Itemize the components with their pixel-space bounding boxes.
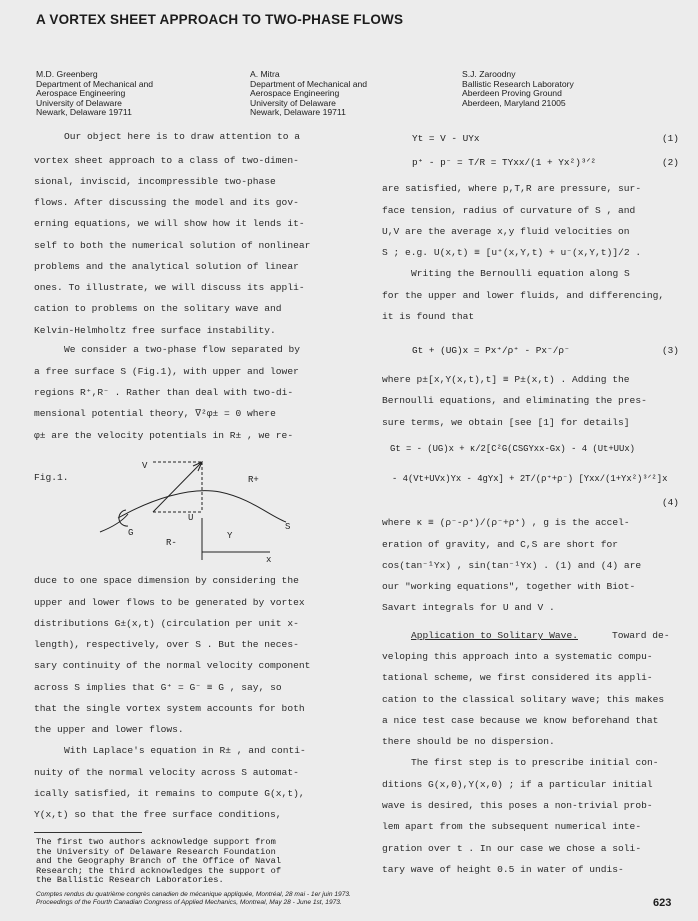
author-affiliation: University of Delaware bbox=[250, 97, 336, 108]
equation-4a: Gt = - (UG)x + κ/2[C²G(CSGYxx-Gx) - 4 (Ut+UUx) bbox=[390, 444, 635, 454]
body-line: Bernoulli equations, and eliminating the pres- bbox=[382, 395, 647, 406]
body-line: Kelvin-Helmholtz free surface instability. bbox=[34, 325, 276, 336]
body-line: S ; e.g. U(x,t) ≡ [u⁺(x,Y,t) + u⁻(x,Y,t)]/2 . bbox=[382, 247, 642, 258]
body-line: problems and the analytical solution of linear bbox=[34, 261, 299, 272]
body-line: Savart integrals for U and V . bbox=[382, 602, 555, 613]
body-line: wave is desired, this poses a non-trivial prob- bbox=[382, 800, 653, 811]
author-affiliation: Aberdeen Proving Ground bbox=[462, 88, 562, 99]
author-affiliation: Newark, Delaware 19711 bbox=[250, 107, 346, 118]
body-line: tary wave of height 0.5 in water of undis- bbox=[382, 864, 624, 875]
body-line: Writing the Bernoulli equation along S bbox=[411, 268, 630, 279]
figure-1 bbox=[80, 452, 320, 572]
author-affiliation: Ballistic Research Laboratory bbox=[462, 78, 574, 89]
body-line: mensional potential theory, ∇²φ± = 0 where bbox=[34, 408, 276, 419]
label-Y: Y bbox=[227, 531, 233, 541]
body-line: that the single vortex system accounts for both bbox=[34, 703, 305, 714]
proceedings-line: Proceedings of the Fourth Canadian Congress of Applied Mechanics, Montreal, May 28 - June 1st, 1973. bbox=[36, 899, 342, 906]
body-line: the upper and lower flows. bbox=[34, 724, 184, 735]
body-line: a nice test case because we know beforehand that bbox=[382, 715, 659, 726]
body-line: across S implies that G⁺ = G⁻ ≡ G , say, so bbox=[34, 682, 282, 693]
paper-title: A VORTEX SHEET APPROACH TO TWO-PHASE FLOWS bbox=[36, 12, 404, 27]
label-G: G bbox=[128, 528, 134, 538]
label-Rplus: R+ bbox=[248, 475, 259, 485]
label-Rminus: R- bbox=[166, 538, 177, 548]
footnote-line: and the Geography Branch of the Office of Naval bbox=[36, 856, 282, 867]
body-line: Toward de- bbox=[612, 630, 670, 641]
section-heading: Application to Solitary Wave. bbox=[411, 630, 578, 641]
author-block-3 bbox=[462, 70, 574, 108]
body-line: distributions G±(x,t) (circulation per unit x- bbox=[34, 618, 299, 629]
author-affiliation: University of Delaware bbox=[36, 97, 122, 108]
body-line: The first step is to prescribe initial con- bbox=[411, 757, 659, 768]
label-V: V bbox=[142, 461, 148, 471]
footnote-rule bbox=[34, 832, 142, 833]
body-line: φ± are the velocity potentials in R± , we re- bbox=[34, 430, 294, 441]
equation-1: Yt = V - UYx bbox=[412, 133, 480, 144]
author-name: M.D. Greenberg bbox=[36, 69, 98, 79]
body-line: there should be no dispersion. bbox=[382, 736, 555, 747]
body-line: tational scheme, we first considered its appli- bbox=[382, 672, 653, 683]
author-block-2 bbox=[250, 70, 367, 118]
body-line: our "working equations", together with Biot- bbox=[382, 581, 636, 592]
body-line: where κ ≡ (ρ⁻-ρ⁺)/(ρ⁻+ρ⁺) , g is the accel- bbox=[382, 517, 630, 528]
body-line: cation to problems on the solitary wave and bbox=[34, 303, 282, 314]
body-line: U,V are the average x,y fluid velocities on bbox=[382, 226, 630, 237]
author-affiliation: Department of Mechanical and bbox=[36, 78, 154, 89]
figure-caption: Fig.1. bbox=[34, 472, 69, 483]
body-line: duce to one space dimension by considering the bbox=[34, 575, 299, 586]
proceedings-note bbox=[36, 891, 351, 907]
body-line: eration of gravity, and C,S are short for bbox=[382, 539, 619, 550]
body-line: for the upper and lower fluids, and differencing, bbox=[382, 290, 665, 301]
velocity-vector bbox=[153, 462, 202, 512]
label-U: U bbox=[188, 513, 194, 523]
body-line: ically satisfied, it remains to compute G(x,t), bbox=[34, 788, 305, 799]
author-affiliation: Department of Mechanical and bbox=[250, 78, 368, 89]
author-affiliation: Aerospace Engineering bbox=[250, 88, 340, 99]
author-affiliation: Newark, Delaware 19711 bbox=[36, 107, 132, 118]
footnote-line: the Ballistic Research Laboratories. bbox=[36, 875, 224, 886]
proceedings-line: Comptes rendus du quatrième congrès canadien de mécanique appliquée, Montréal, 28 mai - 1er juin 1973. bbox=[36, 891, 351, 898]
equation-2: p⁺ - p⁻ = T/R = TYxx/(1 + Yx²)³ᐟ² bbox=[412, 157, 597, 168]
footnote-line: The first two authors acknowledge support from bbox=[36, 837, 276, 847]
body-line: where p±[x,Y(x,t),t] ≡ P±(x,t) . Adding the bbox=[382, 374, 630, 385]
label-S: S bbox=[285, 522, 291, 532]
body-line: face tension, radius of curvature of S , and bbox=[382, 205, 636, 216]
equation-number: (4) bbox=[662, 497, 679, 508]
label-x: x bbox=[266, 555, 272, 565]
body-line: a free surface S (Fig.1), with upper and lower bbox=[34, 366, 299, 377]
body-line: nuity of the normal velocity across S automat- bbox=[34, 767, 299, 778]
author-name: A. Mitra bbox=[250, 69, 280, 79]
body-line: cos(tan⁻¹Yx) , sin(tan⁻¹Yx) . (1) and (4) are bbox=[382, 560, 642, 571]
equation-number: (3) bbox=[662, 345, 679, 356]
equation-4b: - 4(Vt+UVx)Yx - 4gYx] + 2T/(ρ⁺+ρ⁻) [Yxx/(1+Yx²)³ᐟ²]x bbox=[392, 474, 668, 484]
equation-3: Gt + (UG)x = Px⁺/ρ⁺ - Px⁻/ρ⁻ bbox=[412, 345, 570, 356]
equation-number: (1) bbox=[662, 133, 679, 144]
body-line: length), respectively, over S . But the neces- bbox=[34, 639, 299, 650]
body-line: We consider a two-phase flow separated by bbox=[64, 344, 301, 355]
body-line: Our object here is to draw attention to a bbox=[64, 131, 301, 142]
body-line: are satisfied, where p,T,R are pressure, sur- bbox=[382, 183, 642, 194]
body-line: regions R⁺,R⁻ . Rather than deal with two-di- bbox=[34, 387, 294, 398]
body-line: it is found that bbox=[382, 311, 475, 322]
body-line: veloping this approach into a systematic compu- bbox=[382, 651, 653, 662]
body-line: sure terms, we obtain [see [1] for details] bbox=[382, 417, 630, 428]
page-number: 623 bbox=[653, 897, 672, 909]
equation-number: (2) bbox=[662, 157, 679, 168]
body-line: With Laplace's equation in R± , and conti- bbox=[64, 745, 306, 756]
footnote-line: Research; the third acknowledges the support of bbox=[36, 865, 282, 876]
body-line: flows. After discussing the model and its gov- bbox=[34, 197, 299, 208]
body-line: sary continuity of the normal velocity component bbox=[34, 660, 311, 671]
body-line: ditions G(x,0),Y(x,0) ; if a particular initial bbox=[382, 779, 653, 790]
author-block-1 bbox=[36, 70, 153, 118]
body-line: Y(x,t) so that the free surface conditions, bbox=[34, 809, 282, 820]
body-line: vortex sheet approach to a class of two-dimen- bbox=[34, 155, 299, 166]
body-line: upper and lower flows to be generated by vortex bbox=[34, 597, 305, 608]
lower-tail bbox=[100, 514, 128, 532]
body-line: lem apart from the subsequent numerical inte- bbox=[382, 821, 642, 832]
body-line: erning equations, we will show how it lends it- bbox=[34, 218, 305, 229]
free-surface-curve bbox=[118, 491, 286, 522]
footnote bbox=[36, 838, 281, 886]
body-line: cation to the classical solitary wave; this makes bbox=[382, 694, 665, 705]
body-line: sional, inviscid, incompressible two-phase bbox=[34, 176, 276, 187]
author-affiliation: Aerospace Engineering bbox=[36, 88, 126, 99]
author-affiliation: Aberdeen, Maryland 21005 bbox=[462, 97, 566, 108]
footnote-line: the University of Delaware Research Foundation bbox=[36, 846, 276, 857]
author-name: S.J. Zaroodny bbox=[462, 69, 516, 79]
body-line: ones. To illustrate, we will discuss its appli- bbox=[34, 282, 305, 293]
body-line: gration over t . In our case we chose a soli- bbox=[382, 843, 642, 854]
body-line: self to both the numerical solution of nonlinear bbox=[34, 240, 311, 251]
